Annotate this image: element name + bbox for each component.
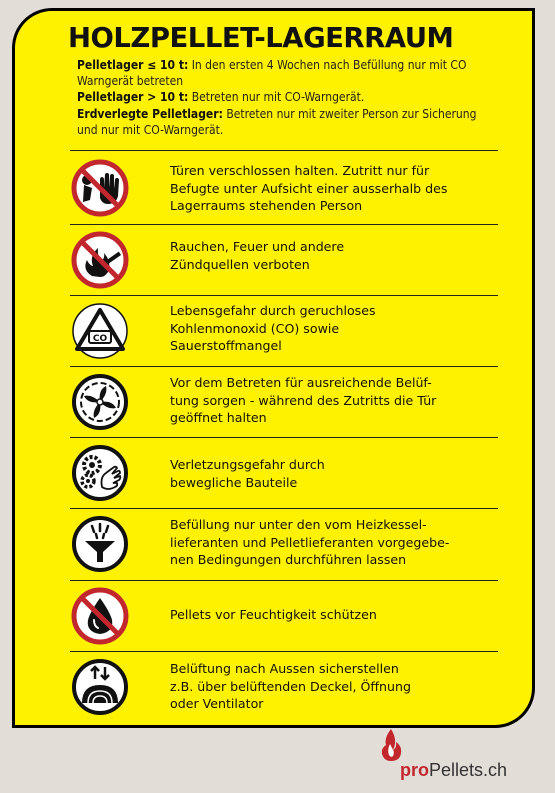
rule-text-1: Türen verschlossen halten. Zutritt nur für Befugte unter Aufsicht einer ausserhalb des Lagerraums stehenden Person [170, 163, 448, 214]
funnel-icon [70, 514, 130, 574]
separator-line [70, 580, 498, 581]
no-fire-icon [70, 230, 130, 290]
rule-text-2: Rauchen, Feuer und andere Zündquellen verboten [170, 239, 345, 272]
intro-line-1: Pelletlager ≤ 10 t: In den ersten 4 Wochen nach Befüllung nur mit CO Warngerät betreten [77, 58, 467, 89]
intro-text [77, 57, 497, 138]
ventilation-icon [70, 657, 130, 717]
separator-line [70, 651, 498, 652]
rule-text-4: Vor dem Betreten für ausreichende Belüf- tung sorgen - während des Zutritts die Tür geöffnet halten [170, 375, 437, 426]
propellets-logo [378, 728, 548, 783]
gears-hand-icon [70, 443, 130, 503]
rule-text-3: Lebensgefahr durch geruchloses Kohlenmonoxid (CO) sowie Sauerstoffmangel [170, 303, 376, 354]
intro-line-2: Pelletlager > 10 t: Betreten nur mit CO-Warngerät. [77, 90, 365, 105]
fan-icon [70, 372, 130, 432]
rule-text-8: Belüftung nach Aussen sicherstellen z.B. über belüftenden Deckel, Öffnung oder Ventilator [170, 661, 411, 712]
separator-line [70, 508, 498, 509]
no-water-icon [70, 586, 130, 646]
no-entry-hand-icon [70, 158, 130, 218]
logo-wordmark: proPellets.ch [400, 760, 508, 780]
separator-line [70, 366, 498, 367]
separator-line [70, 437, 498, 438]
separator-line [70, 295, 498, 296]
rule-text-5: Verletzungsgefahr durch bewegliche Bauteile [170, 457, 325, 490]
separator-line [70, 224, 498, 225]
sign-title: HOLZPELLET-LAGERRAUM [68, 22, 454, 54]
co-warning-icon [70, 301, 130, 361]
intro-line-3: Erdverlegte Pelletlager: Betreten nur mit zweiter Person zur Sicherung und nur mit CO-Warngerät. [77, 106, 477, 137]
rule-text-7: Pellets vor Feuchtigkeit schützen [170, 607, 377, 622]
separator-line [70, 150, 498, 151]
svg-text:CO: CO [92, 334, 108, 344]
flame-icon [378, 728, 404, 762]
rule-text-6: Befüllung nur unter den vom Heizkessel- lieferanten und Pelletlieferanten vorgegebe- nen Bedingungen durchführen lassen [170, 517, 450, 568]
